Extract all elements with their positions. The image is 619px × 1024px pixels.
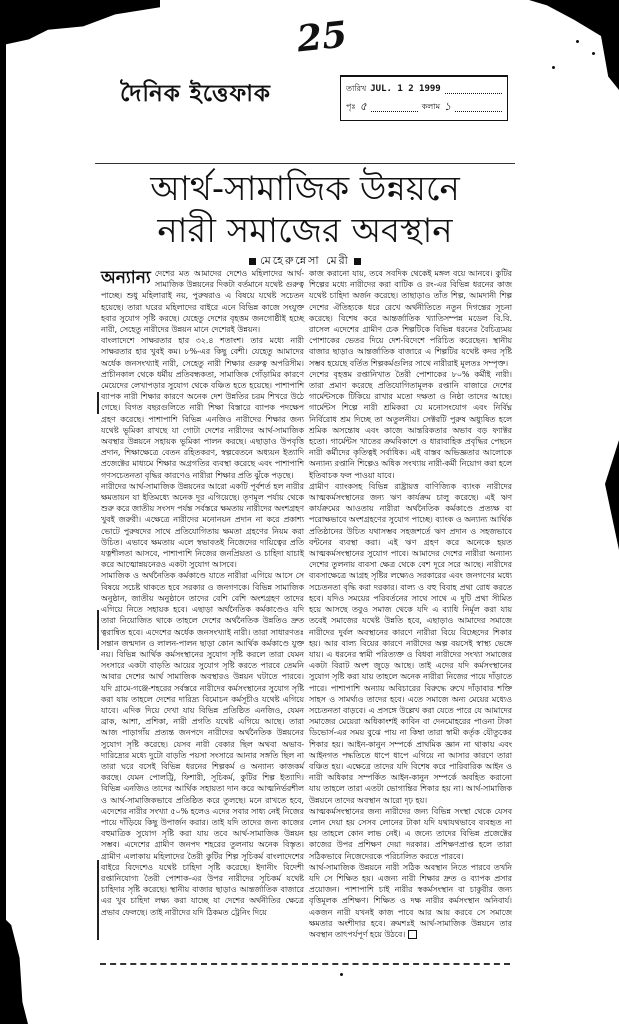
- headline-line-1: আর্থ-সামাজিক উন্নয়নে: [150, 169, 460, 209]
- stamp-page-row: [346, 98, 502, 116]
- paragraph: গ্রামীণ ব্যাংকসহ বিভিন্ন রাষ্ট্রায়ত্ত বাণিজ্যিক ব্যাংক নারীদের আত্মকর্মসংস্থানের জন্য ঋণ কার্যক্রম চালু করেছে। এই ঋণ কার্যক্রমের আওতায় নারীরা অর্থনৈতিক কর্মকাণ্ডে প্রত্যক্ষ বা পরোক্ষভাবে অংশগ্রহণের সুযোগ পাচ্ছে। ব্যাংক ও অন্যান্য আর্থিক প্রতিষ্ঠানের উচিত যথাসম্ভব সহজশর্তে ঋণ প্রদান ও সহজভাবে বন্টনের ব্যবস্থা করা। এই ঋণ গ্রহণ করে অনেকে হয়ত আত্মকর্মসংস্থানের সুযোগ পাবে। আমাদের দেশের নারীরা অন্যান্য দেশের তুলনায় ব্যবসা ক্ষেত্র থেকে বেশ দূরে সরে আছে। নারীদের ব্যবসাক্ষেত্রে আগ্রহ সৃষ্টির লক্ষ্যেও সরকারের এবং জনগণের মধ্যে সচেতনতা বৃদ্ধি করা দরকার। বাল্য ও বহু বিবাহ প্রথা রোধ করতে হবে। যদিও সময়ের পরিবর্তনের সাথে সাথে এ দুটি প্রথা সীমিত হয়ে আসছে তবুও সমাজ থেকে যদি এ ব্যাধি নির্মূল করা যায় তবেই সমাজের যথেষ্ট উন্নতি হবে, এছাড়াও আমাদের সমাজে নারীদের দুর্বল অবস্থানের কারণে নারীরা বিয়ে বিচ্ছেদের শিকার হয়। আর বাল্য বিয়ের কারণে নারীদের অল্প বয়সেই স্বাস্থ্য ভেঙ্গে যায়। এ ধরনের স্বামী পরিত্যক্ত ও বিধবা নারীদের সংখ্যা সমাজের একটা বিরাট অংশ জুড়ে আছে। তাই এদের যদি কর্মসংস্থানের সুযোগ সৃষ্টি করা যায় তাহলে অনেক নারীরা নিজের পায়ে দাঁড়াতে পারে। পাশাপাশি অন্যায় অবিচারের বিরুদ্ধে রুখে দাঁড়াবার শক্তি সাহস ও সামর্থ্যও তাদের হবে। এতে সমাজে অন্য মেয়ের মধ্যেও সচেতনতা বাড়বে। এ প্রসঙ্গে উল্লেখ করা যেতে পারে যে আমাদের সমাজের মেয়েরা অধিকাংশই কাবিন বা দেনমোহরের পাওনা টাকা ডিভোর্স-এর সময় বুঝে পায় না কিম্বা তারা স্বামী কর্তৃক যৌতুকের শিকার হয়। আইন-কানুন সম্পর্কে প্রাথমিক জ্ঞান না থাকায় এবং আইনগত পদ্ধতিতে ধাপে ধাপে এগিয়ে না আসার কারণে তারা বঞ্চিত হয়। এক্ষেত্রে তাদের যদি বিশেষ করে পারিবারিক আইন ও নারী অধিকার সম্পর্কিত আইন-কানুন সম্পর্কে অবহিত করানো যায় তাহলে তারা এতটা ভোগান্তির শিকার হয় না। আর্থ-সামাজিক উন্নয়নে তাদের অবস্থান আরো দৃঢ় হয়।: [309, 481, 512, 805]
- stamp-dotted-line: [445, 85, 502, 94]
- paragraph: সামাজিক ও অর্থনৈতিক কর্মকাণ্ডে যাতে নারীরা এগিয়ে আসে সে বিষয়ে সচেষ্ট থাকতে হবে সরকার ও জনগণকে। বিভিন্ন সামাজিক অনুষ্ঠান, জাতীয় অনুষ্ঠানে তাদের বেশি বেশি অংশগ্রহণ তাদের এগিয়ে নিতে সহায়ক হবে। এছাড়া অর্থনৈতিক কর্মকাণ্ডেও যদি তারা নিয়োজিত থাকে তাহলে দেশের অর্থনৈতিক উন্নতিও দ্রুত ত্বরান্বিত হবে। এদেশের অর্ধেক জনসংখ্যাই নারী। তারা সাধারণতঃ সন্তান জন্মদান ও লালন-পালন ছাড়া কোন আর্থিক কর্মকাণ্ডে যুক্ত নয়। বিভিন্ন আর্থিক কর্মসংস্থানের সুযোগ সৃষ্টি করলে তারা যেমন সংসারে একটা বাড়তি আয়ের সুযোগ সৃষ্টি করতে পারবে তেমনি আবার দেশের আর্থ সামাজিক অবস্থারও উন্নয়ন ঘটাতে পারবে। যদি গ্রামে-গঞ্জে-শহরের সর্বস্তরে নারীদের কর্মসংস্থানের সুযোগ সৃষ্টি করা যায় তাহলে দেশের দারিদ্র্য বিমোচন কর্মসূচীও যথেষ্ট এগিয়ে যাবে। এদিক দিয়ে দেখা যায় বিভিন্ন প্রতিষ্ঠিত এনজিও, যেমন ব্রাক, আশা, প্রশিকা, নারী প্রগতি যথেষ্ট এগিয়ে আছে। তারা আজ পাড়াগাঁয় প্রত্যন্ত জনপদে নারীদের অর্থনৈতিক উন্নয়নের সুযোগ সৃষ্টি করেছে। যেসব নারী বেকার ছিল অথবা অভাব-দারিদ্র্যের মধ্যে দুটো বাড়তি পয়সা সংসারে আনার সঙ্গতি ছিল না তারা ঘরে বসেই বিভিন্ন ধরনের শিল্পকর্ম ও অন্যান্য কাজকর্ম করছে। যেমন পোলট্রি, ফিশারী, সূচিকর্ম, কুটির শিল্প ইত্যাদি। বিভিন্ন এনজিও তাদের আর্থিক সহায়তা দান করে আত্মনির্ভরশীল ও আর্থ-সামাজিকভাবে প্রতিষ্ঠিত করে তুলছে। মনে রাখতে হবে, এদেশের নারীর সংখ্যা ৫০% হলেও এদের সবার সাধ্য নেই নিজের পায়ে দাঁড়িয়ে কিছু উপার্জন করার। তাই যদি তাদের জন্য কাজের বহুমাত্রিক সুযোগ সৃষ্টি করা যায় তবে আর্থ-সামাজিক উন্নয়ন সম্ভব। এদেশের গ্রামীণ জনপদ শহরের তুলনায় অনেক বিস্তৃত। গ্রামীণ এলাকায় মহিলাদের তৈরী কুটির শিল্প সূচিকর্ম বাংলাদেশের বাইরে বিদেশেও যথেষ্ট চাহিদা সৃষ্টি করেছে। ইদানীং বিদেশী রপ্তানিযোগ্য তৈরী পোশাক-এর উপর নারীদের সূচিকর্ম যথেষ্ট চাহিদার সৃষ্টি করেছে। স্থানীয় বাজার ছাড়াও আন্তর্জাতিক বাজারে এর খুব চাহিদা লক্ষ্য করা যাচ্ছে যা দেশের অর্থনীতির ক্ষেত্রে প্রভাব ফেলছে। তাই নারীদের যদি ঠিকমত ট্রেনিং দিয়ে: [101, 571, 304, 917]
- byline-author: মেহেরুন্নেসা মেরী: [260, 254, 350, 267]
- paragraph: আর্থ-সামাজিক উন্নয়নে নারী সঠিক অবস্থান নিতে পারবে তখনি যদি সে শিক্ষিত হয়। এজন্য নারী শিক্ষার দ্রুত ও ব্যাপক প্রসার প্রয়োজন। পাশাপাশি চাই নারীর স্বকর্মসংস্থান বা চাকুরীর জন্য বৃত্তিমূলক প্রশিক্ষণ। শিক্ষিত ও দক্ষ নারীর কর্মসংস্থান অনিবার্য। একজন নারী যখনই কাজ পাবে আর আয় করবে সে সমাজে ক্ষমতার অংশীদার হবে। ক্রমশঃই আর্থ-সামাজিক উন্নয়নে তার অবস্থান তাৎপর্যপূর্ণ হয়ে উঠবে।: [309, 862, 512, 939]
- paragraph: দেশের বৃহত্তম রপ্তানিখাত তৈরী পোশাকের ৮০% কর্মীই নারী। তারা প্রমাণ করেছে প্রতিযোগিতামূলক রপ্তানি বাজারে দেশের গার্মেন্টসকে টিকিয়ে রাখার মতো দক্ষতা ও নিষ্ঠা তাদের আছে। গার্মেন্টস শিল্পে নারী শ্রমিকরা যে মনোসংযোগ এবং নির্বিঘ্ন নির্বিরোধ শ্রম দিচ্ছে তা অতুলনীয়। সেক্টরটি পুরুষ অধ্যুষিত হলে শ্রমিক অসন্তোষ এবং কাজে আন্তরিকতার অভাব বড় ফ্যাক্টর হতো। গার্মেন্টস খাতের ক্রমবিকাশে ও ধারাবাহিক প্রবৃদ্ধির পেছনে নারী কর্মীদের কৃতিত্বই সর্বাধিক। এই বাস্তব অভিজ্ঞতার আলোকে অন্যান্য রপ্তানি শিল্পেও অধিক সংখ্যায় নারী-কর্মী নিয়োগ করা হলে ইতিবাচক ফল পাওয়া যাবে।: [309, 369, 512, 480]
- byline-square-icon: [354, 258, 361, 265]
- stamp-date-value: JUL. 1 2 1999: [370, 84, 441, 94]
- paragraph: কাজ করানো যায়, তবে সবদিক থেকেই মঙ্গল বয়ে আনবে। কুটির শিল্পের মধ্যে নারীদের করা বাটিক ও রং-এর বিভিন্ন ধরনের কাজ যথেষ্ট চাহিদা অর্জন করেছে। তাছাড়াও তাঁত শিল্প, আমদানী শিল্প দেশের ঐতিহ্যকে ধরে রেখে অর্থনীতিতে নতুন দিগন্তের সূচনা করেছে। বিশেষ করে আন্তর্জাতিক খ্যাতিসম্পন্ন মডেল বি.বি. রাসেল এদেশের গ্রামীণ চেক শিল্পটিকে বিভিন্ন ধরনের বৈচিত্র্যময় পোশাকের ভেতর দিয়ে দেশ-বিদেশে পরিচিত করেছেন। স্থানীয় বাজার ছাড়াও আন্তর্জাতিক বাজারে এ শিল্পটির যথেষ্ট কদর সৃষ্টি সম্ভব হয়েছে বর্তিত শিল্পকর্মগুলির সাথে নারীরাই মূলতঃ সম্পৃক্ত।: [309, 269, 512, 368]
- article-end-mark-icon: [408, 930, 417, 939]
- scan-speck: [592, 52, 595, 55]
- paragraph: নারীদের আর্থ-সামাজিক উন্নয়নের আরো একটি পূর্বশর্ত হল নারীর ক্ষমতায়ন যা ইতিমধ্যে অনেক দূর এগিয়েছে। তৃণমূল পর্যায় থেকে শুরু করে জাতীয় সংসদ পর্যন্ত সর্বস্তরে ক্ষমতায় নারীদের অংশগ্রহণ খুবই জরুরী। এক্ষেত্রে নারীদের মনোনয়ন প্রদান না করে প্রকাশ্য ভোটে পুরুষদের সাথে প্রতিযোগিতায় ক্ষমতা গ্রহণের নিয়ম করা উচিত। এভাবে ক্ষমতায় এলে স্বভাবতই নিজেদের দায়িত্বের প্রতি যত্নশীলতা আসবে, পাশাপাশি নিজের জনপ্রিয়তা ও চাহিদা যাচাই করে আত্মোন্নয়নেরও একটা সুযোগ আসবে।: [101, 481, 304, 570]
- scan-speck: [340, 973, 343, 976]
- handwritten-page-number: 25: [294, 13, 350, 61]
- scan-speck: [552, 66, 555, 69]
- lead-word: অন্যান্য: [101, 268, 151, 288]
- stamp-date-row: [346, 80, 502, 98]
- scan-border-top-left: [0, 0, 160, 48]
- stamp-page-label: পৃঃ: [346, 101, 356, 111]
- scan-border-right-notch: [605, 440, 619, 550]
- article-column-left: [101, 268, 304, 918]
- stamp-column-label: কলাম: [421, 101, 441, 111]
- column-margin-mark: [97, 860, 99, 940]
- headline-top-rule: [95, 163, 515, 164]
- scan-border-left: [0, 40, 6, 1024]
- byline-square-icon: [249, 258, 256, 265]
- paragraph: অন্যান্য দেশের মত আমাদের দেশেও মহিলাদের আর্থ-সামাজিক উন্নয়নের দিকটা বর্তমানে যথেষ্ট গুরুত্ব পাচ্ছে। শুধু মহিলারাই নয়, পুরুষরাও এ বিষয়ে যথেষ্ট সচেতন হয়েছে। তারা ঘরের মহিলাদের বাইরে এনে বিভিন্ন কাজে সংযুক্ত হবার সুযোগ সৃষ্টি করছে। যেহেতু দেশের বৃহত্তম জনগোষ্ঠীই হচ্ছে নারী, সেহেতু নারীদের উন্নয়ন মানে দেশেরই উন্নয়ন।: [101, 268, 304, 335]
- stamp-dotted-line: [455, 103, 502, 112]
- column-margin-mark: [97, 610, 99, 650]
- stamp-date-label: তারিখ: [346, 83, 367, 93]
- stamp-column-value: ১: [444, 99, 452, 113]
- article-headline: [95, 168, 515, 252]
- newspaper-masthead: দৈনিক ইত্তেফাক: [120, 80, 272, 107]
- article-bottom-rule: [100, 962, 510, 965]
- date-stamp: [340, 75, 508, 121]
- paragraph: বাংলাদেশে সাক্ষরতার হার ৩২.৪ শতাংশ। তার মধ্যে নারী সাক্ষরতার হার খুবই কম। ৮%-এর কিছু বেশী। যেহেতু আমাদের অর্ধেক জনসংখ্যাই নারী, সেহেতু নারী শিক্ষার গুরুত্ব অপরিসীম। প্রাচীনকাল থেকে ধর্মীয় প্রতিবন্ধকতা, সামাজিক গোঁড়ামির কারণে মেয়েদের লেখাপড়ার সুযোগ থেকে বঞ্চিত হতে হয়েছে। পাশাপাশি ব্যাপক নারী শিক্ষার কারণে অনেক দেশ উন্নতির চরম শিখরে উঠে গেছে। বিগত বছরগুলিতে নারী শিক্ষা বিস্তারে ব্যাপক পদক্ষেপ গ্রহণ করেছে। পাশাপাশি বিভিন্ন এনজিও নারীদের শিক্ষার জন্য যথেষ্ট ভূমিকা রাখছে যা গোটা দেশের নারীদের আর্থ-সামাজিক অবস্থার উন্নয়নে সহায়ক ভূমিকা পালন করছে। এছাড়াও উপবৃত্তি প্রদান, শিক্ষাক্ষেত্রে বেতন রহিতকরণ, স্বল্পবেতনে অধ্যয়ন ইত্যাদি প্রজেক্টের মাধ্যমে শিক্ষার অগ্রগতির ব্যবস্থা করেছে এবং পাশাপাশি গণসচেতনতা বৃদ্ধির কারণেও নারীরা শিক্ষার প্রতি ঝুঁকে পড়ছে।: [101, 336, 304, 480]
- article-column-right: [309, 268, 512, 940]
- scan-border-bottom-left: [0, 914, 28, 1024]
- headline-line-2: নারী সমাজের অবস্থান: [157, 211, 453, 251]
- paragraph: আত্মকর্মসংস্থানের জন্য নারীদের জন্য বিভিন্ন সংস্থা থেকে যেসব লোন দেয়া হয় সেসব লোনের টাকা যদি যথাযথভাবে ব্যবহৃত না হয় তাহলে কোন লাভ নেই। এ জন্যে তাদের বিভিন্ন প্রজেক্টের কাজের উপর প্রশিক্ষণ দেয়া দরকার। প্রশিক্ষণপ্রাপ্ত হলে তারা সঠিকভাবে নিজেদেরকে পরিচালিত করতে পারবে।: [309, 806, 512, 861]
- stamp-page-value: ৫: [359, 99, 367, 113]
- column-margin-mark: [97, 392, 99, 414]
- scan-speck: [576, 40, 579, 43]
- stamp-dotted-line: [371, 103, 418, 112]
- scan-border-top-right: [529, 0, 619, 90]
